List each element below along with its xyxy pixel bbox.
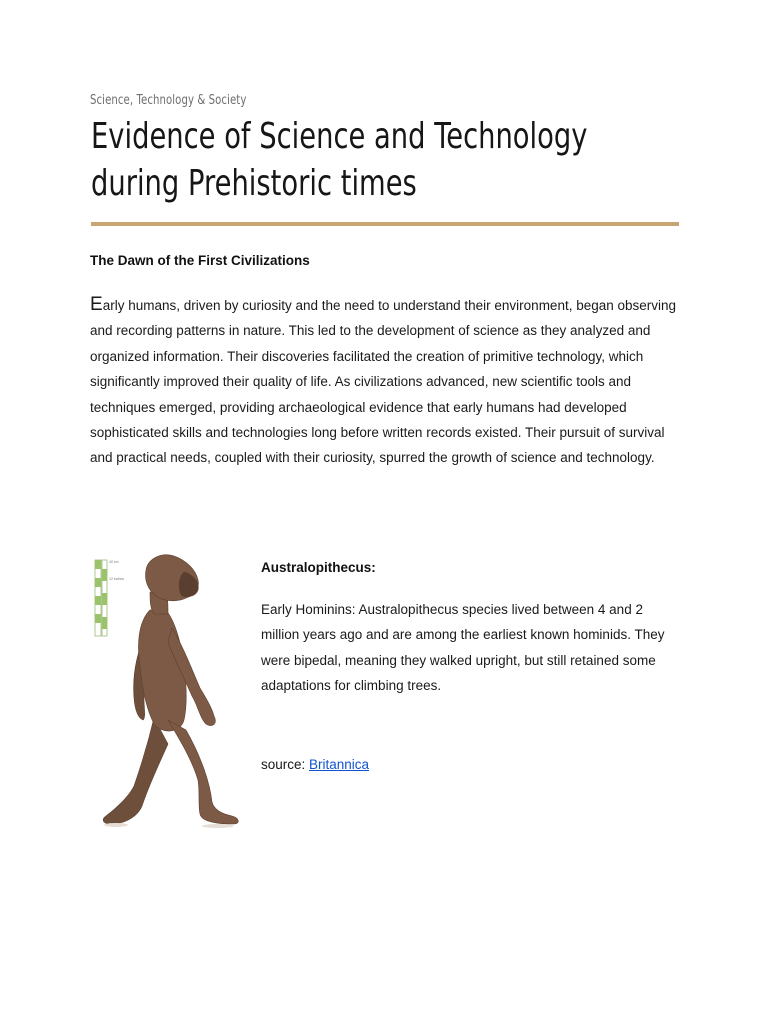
source-prefix: source:: [261, 757, 310, 772]
scale-label-inches: 12 inches: [109, 577, 124, 581]
page-kicker: Science, Technology & Society: [90, 93, 247, 108]
drop-cap: E: [90, 294, 103, 315]
species-heading: Australopithecus:: [261, 560, 376, 575]
intro-paragraph: [90, 292, 678, 471]
hominin-body: [103, 555, 238, 824]
page-title: Evidence of Science and Technology during Prehistoric times: [91, 116, 588, 204]
source-link-britannica[interactable]: Britannica: [309, 757, 370, 772]
scale-bar: [95, 560, 124, 636]
source-line: [261, 757, 369, 772]
section-heading: The Dawn of the First Civilizations: [90, 253, 310, 268]
title-divider: [91, 222, 679, 226]
intro-paragraph-text: arly humans, driven by curiosity and the need to understand their environment, began observing and recording patterns in nature. This led to the development of science as they analyzed and organized information. Their discoveries facilitated the creation of primitive technology, which significantly improved their quality of life. As civilizations advanced, new scientific tools and techniques emerged, providing archaeological evidence that early humans had developed sophisticated skills and technologies long before written records existed. Their pursuit of survival and practical needs, coupled with their curiosity, spurred the growth of science and technology.: [90, 298, 677, 466]
species-description: Early Hominins: Australopithecus species lived between 4 and 2 million years ago and are among the earliest known hominids. They were bipedal, meaning they walked upright, but still retained some adaptations for climbing trees.: [261, 602, 665, 694]
australopithecus-figure: [88, 548, 248, 830]
australopithecus-illustration: [88, 548, 248, 830]
scale-label-cm: 40 cm: [109, 560, 119, 564]
